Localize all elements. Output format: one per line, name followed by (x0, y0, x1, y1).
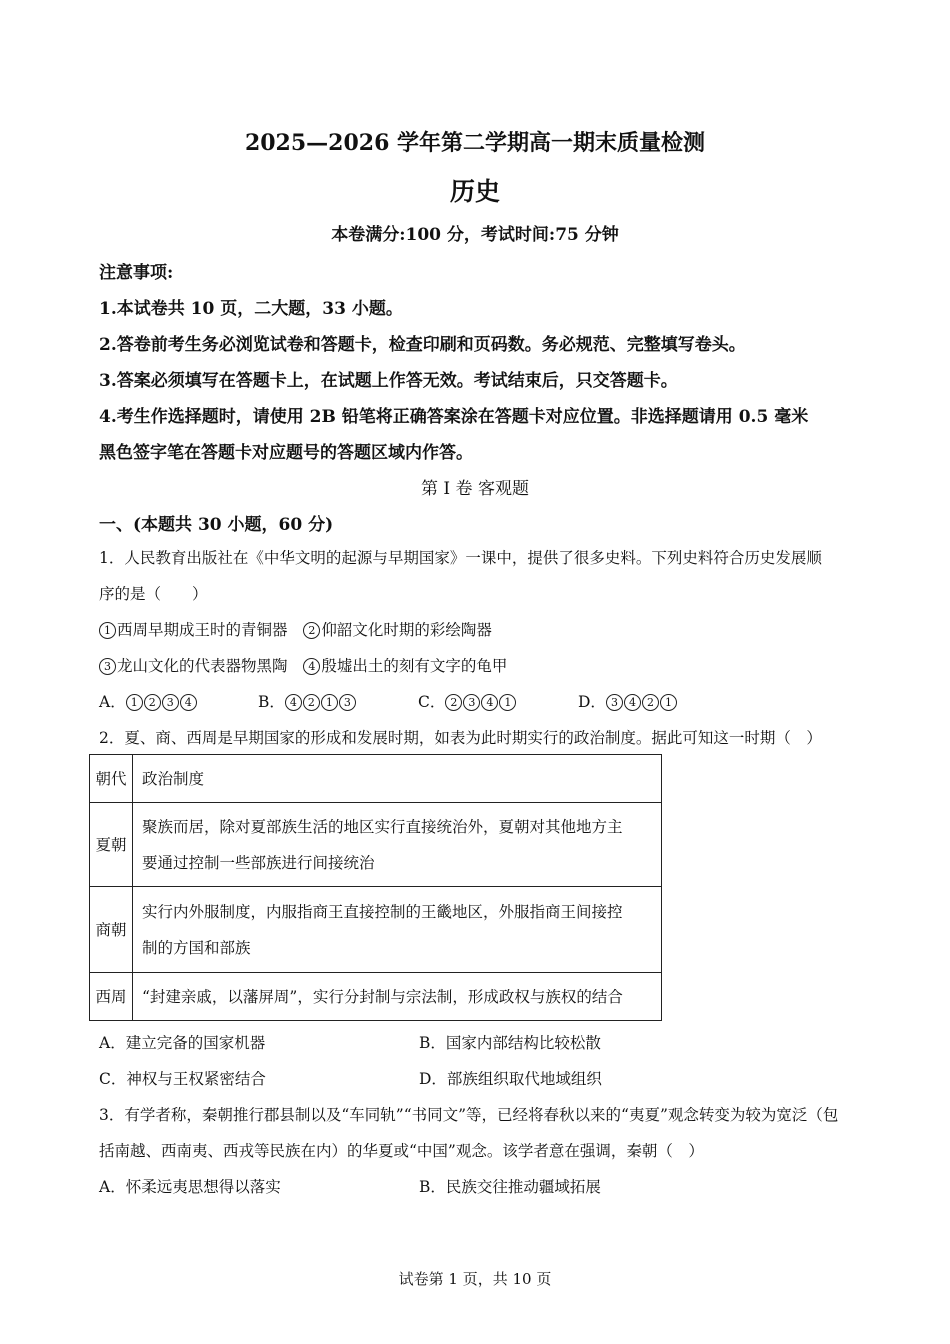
exam-title: 2025—2026 学年第二学期高一期末质量检测 (244, 130, 706, 156)
source-item: 1 西周早期成王时的青铜器 (99, 621, 288, 639)
table-row (90, 973, 662, 1021)
table-cell-system: 聚族而居，除对夏部族生活的地区实行直接统治外，夏朝对其他地方主 要通过控制一些部族进行间接统治 (133, 803, 662, 887)
question-2-stem: 2．夏、商、西周是早期国家的形成和发展时期，如表为此时期实行的政治制度。据此可知这一时期（ ） (99, 729, 822, 747)
source-item: 2 仰韶文化时期的彩绘陶器 (303, 621, 492, 639)
page-footer: 试卷第 1 页，共 10 页 (398, 1270, 552, 1288)
question-1-stem-cont: 序的是（ ） (99, 585, 208, 603)
table-row (90, 887, 662, 973)
question-2-option-a[interactable]: A．建立完备的国家机器 (99, 1034, 266, 1052)
part-heading: 一、(本题共 30 小题，60 分) (99, 515, 334, 535)
table-header-cell: 政治制度 (133, 755, 662, 803)
question-2-option-b[interactable]: B．国家内部结构比较松散 (419, 1034, 601, 1052)
table-cell-system: “封建亲戚，以藩屏周”，实行分封制与宗法制，形成政权与族权的结合 (133, 973, 662, 1021)
subject-title: 历史 (449, 177, 500, 206)
circled-number: 4 (303, 658, 320, 675)
exam-info: 本卷满分:100 分，考试时间:75 分钟 (331, 225, 619, 245)
question-3-option-b[interactable]: B．民族交往推动疆域拓展 (419, 1178, 601, 1196)
source-item: 4 殷墟出土的刻有文字的龟甲 (303, 657, 507, 675)
question-1-stem: 1．人民教育出版社在《中华文明的起源与早期国家》一课中，提供了很多史料。下列史料符合历史发展顺 (99, 549, 822, 567)
question-3-stem: 3．有学者称，秦朝推行郡县制以及“车同轨”“书同文”等，已经将春秋以来的“夷夏”观念转变为较为宽泛（包 (99, 1106, 839, 1124)
question-1-option-a[interactable]: A． 1 2 3 4 (99, 690, 198, 712)
table-header-row (90, 755, 662, 803)
question-2-option-c[interactable]: C．神权与王权紧密结合 (99, 1070, 266, 1088)
table-row (90, 803, 662, 887)
question-1-option-c[interactable]: C． 2 3 4 1 (418, 690, 517, 712)
question-3-stem-cont: 括南越、西南夷、西戎等民族在内）的华夏或“中国”观念。该学者意在强调，秦朝（ ） (99, 1142, 704, 1160)
table-cell-era: 夏朝 (90, 803, 133, 887)
source-item: 3 龙山文化的代表器物黑陶 (99, 657, 288, 675)
question-1-items-row (99, 654, 507, 676)
question-1-option-b[interactable]: B． 4 2 1 3 (258, 690, 357, 712)
circled-number: 3 (99, 658, 116, 675)
question-1-option-d[interactable]: D． 3 4 2 1 (578, 690, 678, 712)
notice-item: 2.答卷前考生务必浏览试卷和答题卡，检查印刷和页码数。务必规范、完整填写卷头。 (99, 335, 746, 355)
question-3-option-a[interactable]: A．怀柔远夷思想得以落实 (99, 1178, 281, 1196)
volume-heading: 第 I 卷 客观题 (421, 479, 529, 499)
political-system-table (89, 754, 662, 1021)
table-cell-system: 实行内外服制度，内服指商王直接控制的王畿地区，外服指商王间接控 制的方国和部族 (133, 887, 662, 973)
notice-item: 4.考生作选择题时，请使用 2B 铅笔将正确答案涂在答题卡对应位置。非选择题请用 0.5 毫米 (99, 407, 809, 427)
notice-item: 1.本试卷共 10 页，二大题，33 小题。 (99, 299, 403, 319)
notice-item: 黑色签字笔在答题卡对应题号的答题区域内作答。 (99, 443, 473, 463)
table-header-cell: 朝代 (90, 755, 133, 803)
table-cell-era: 西周 (90, 973, 133, 1021)
question-1-items-row (99, 618, 492, 640)
circled-number: 2 (303, 622, 320, 639)
question-2-option-d[interactable]: D．部族组织取代地域组织 (419, 1070, 602, 1088)
table-cell-era: 商朝 (90, 887, 133, 973)
circled-number: 1 (99, 622, 116, 639)
notice-heading: 注意事项: (99, 263, 174, 283)
notice-item: 3.答案必须填写在答题卡上，在试题上作答无效。考试结束后，只交答题卡。 (99, 371, 678, 391)
